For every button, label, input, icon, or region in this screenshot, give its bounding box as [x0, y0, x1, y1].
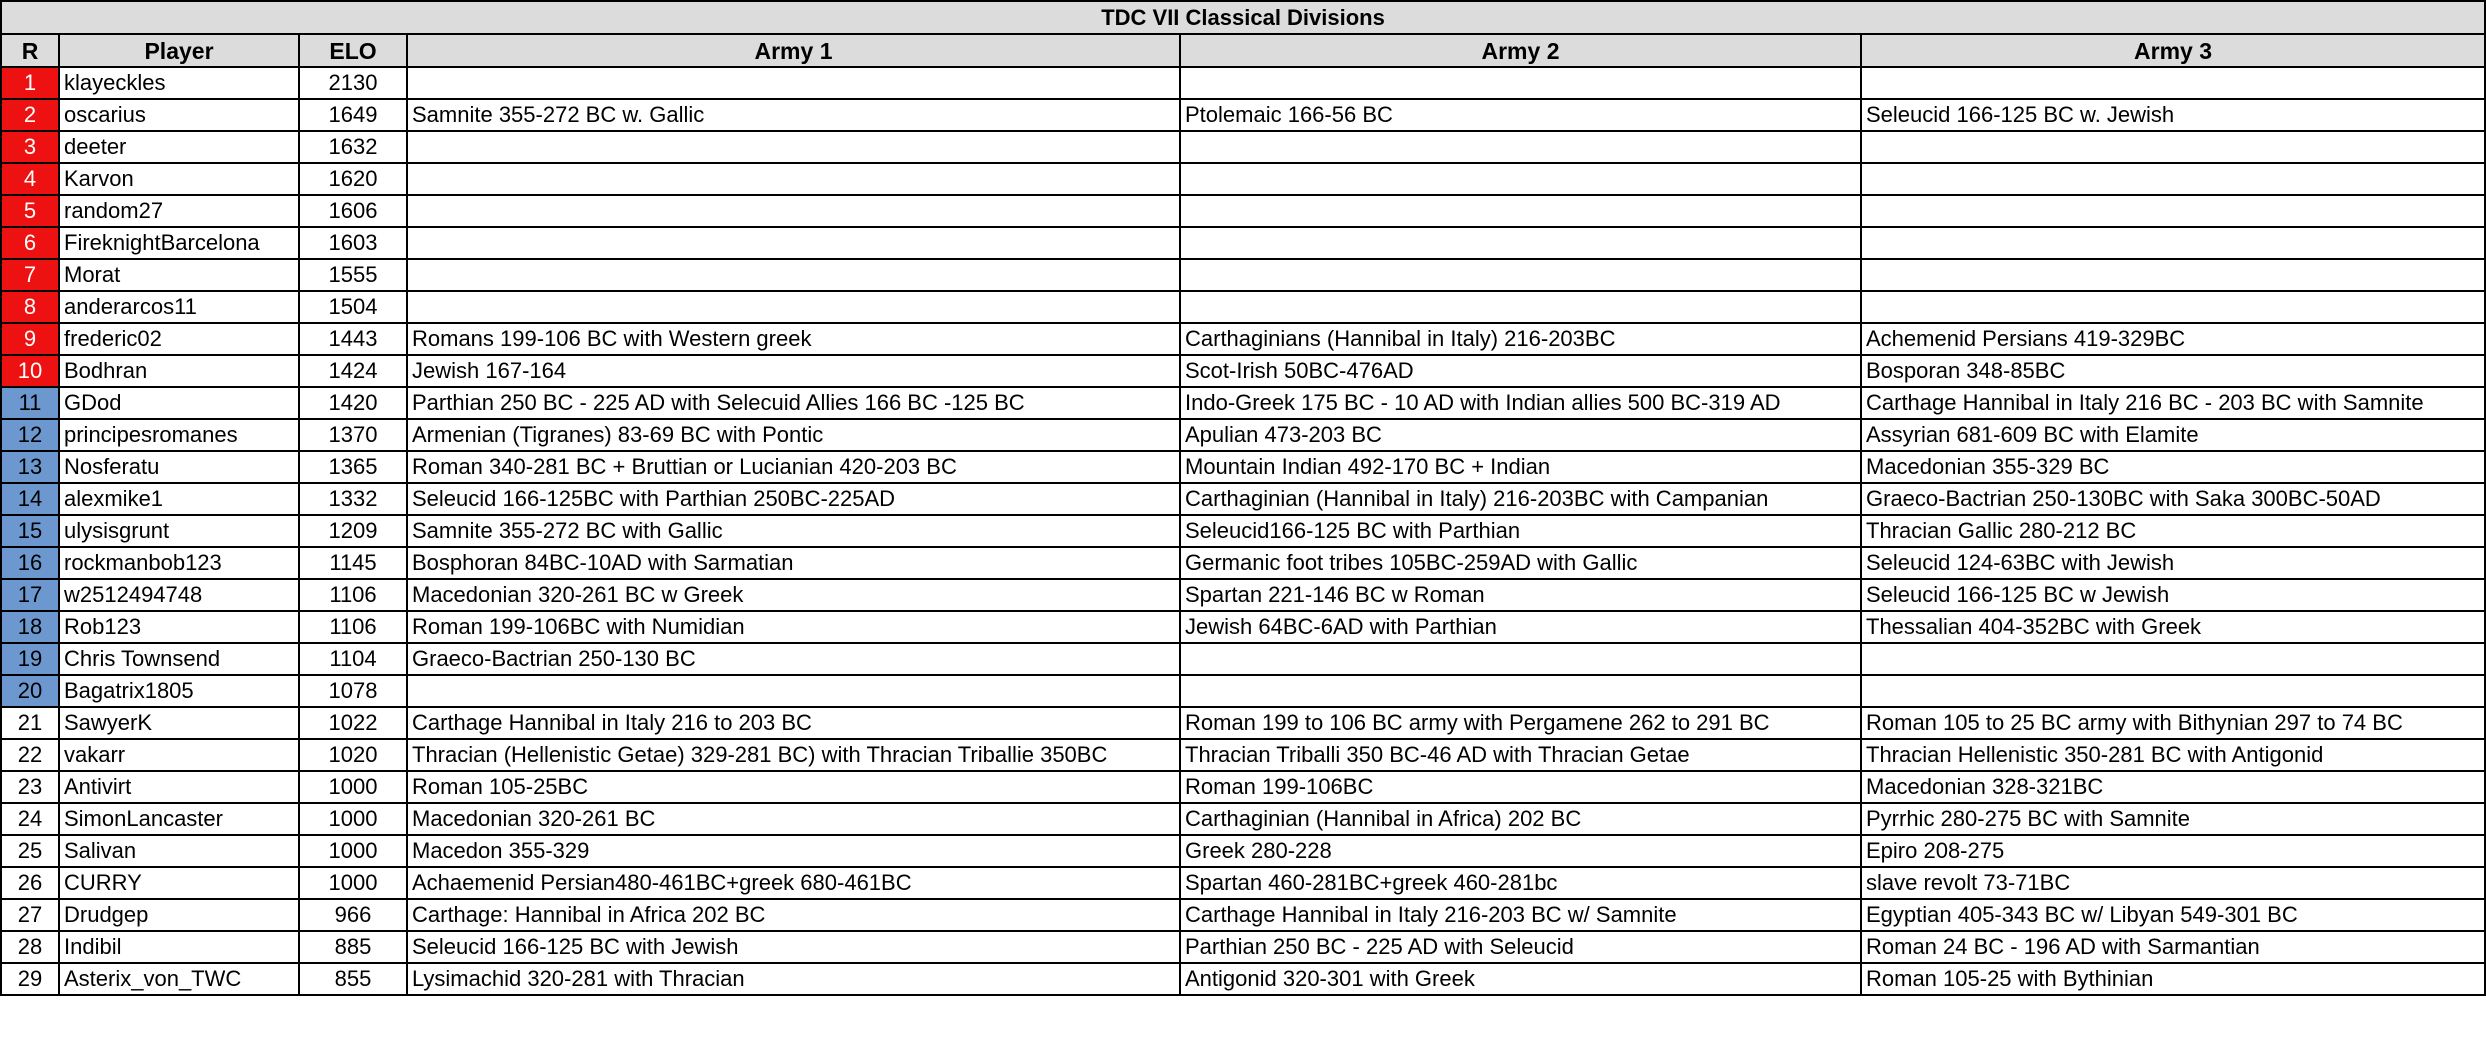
table-row	[1, 867, 2485, 899]
army-2-cell[interactable]: Jewish 64BC-6AD with Parthian	[1180, 611, 1861, 643]
player-cell[interactable]: anderarcos11	[59, 291, 299, 323]
army-3-cell[interactable]	[1861, 259, 2485, 291]
army-1-cell[interactable]: Achaemenid Persian480-461BC+greek 680-461BC	[407, 867, 1180, 899]
army-2-cell[interactable]	[1180, 67, 1861, 99]
elo-cell[interactable]: 1649	[299, 99, 407, 131]
army-2-cell[interactable]: Parthian 250 BC - 225 AD with Seleucid	[1180, 931, 1861, 963]
army-3-cell[interactable]	[1861, 163, 2485, 195]
elo-cell[interactable]: 1000	[299, 803, 407, 835]
table-row	[1, 419, 2485, 451]
header-rank[interactable]: R	[1, 34, 59, 67]
table-row	[1, 387, 2485, 419]
elo-cell[interactable]: 1000	[299, 867, 407, 899]
elo-cell[interactable]: 885	[299, 931, 407, 963]
elo-cell[interactable]: 1000	[299, 771, 407, 803]
player-cell[interactable]: alexmike1	[59, 483, 299, 515]
army-2-cell[interactable]: Carthaginian (Hannibal in Africa) 202 BC	[1180, 803, 1861, 835]
table-row	[1, 131, 2485, 163]
army-2-cell[interactable]: Seleucid166-125 BC with Parthian	[1180, 515, 1861, 547]
rank-cell[interactable]: 7	[1, 259, 59, 291]
header-army-3[interactable]: Army 3	[1861, 34, 2485, 67]
table-row	[1, 547, 2485, 579]
player-cell[interactable]: frederic02	[59, 323, 299, 355]
army-3-cell[interactable]: Egyptian 405-343 BC w/ Libyan 549-301 BC	[1861, 899, 2485, 931]
army-2-cell[interactable]: Spartan 221-146 BC w Roman	[1180, 579, 1861, 611]
elo-cell[interactable]: 1504	[299, 291, 407, 323]
army-2-cell[interactable]	[1180, 291, 1861, 323]
player-cell[interactable]: Antivirt	[59, 771, 299, 803]
table-body	[1, 67, 2485, 995]
table-row	[1, 899, 2485, 931]
rank-cell[interactable]: 23	[1, 771, 59, 803]
rank-cell[interactable]: 13	[1, 451, 59, 483]
army-1-cell[interactable]	[407, 291, 1180, 323]
rank-cell[interactable]: 11	[1, 387, 59, 419]
rank-cell[interactable]: 28	[1, 931, 59, 963]
elo-cell[interactable]: 1000	[299, 835, 407, 867]
army-2-cell[interactable]	[1180, 643, 1861, 675]
rank-cell[interactable]: 26	[1, 867, 59, 899]
elo-cell[interactable]: 1078	[299, 675, 407, 707]
rank-cell[interactable]: 4	[1, 163, 59, 195]
table-row	[1, 67, 2485, 99]
player-cell[interactable]: ulysisgrunt	[59, 515, 299, 547]
army-1-cell[interactable]: Roman 340-281 BC + Bruttian or Lucianian 420-203 BC	[407, 451, 1180, 483]
army-3-cell[interactable]: Seleucid 166-125 BC w. Jewish	[1861, 99, 2485, 131]
player-cell[interactable]: SawyerK	[59, 707, 299, 739]
army-3-cell[interactable]	[1861, 227, 2485, 259]
army-3-cell[interactable]	[1861, 195, 2485, 227]
army-3-cell[interactable]: Roman 105 to 25 BC army with Bithynian 297 to 74 BC	[1861, 707, 2485, 739]
army-3-cell[interactable]: Thessalian 404-352BC with Greek	[1861, 611, 2485, 643]
player-cell[interactable]: klayeckles	[59, 67, 299, 99]
army-2-cell[interactable]: Spartan 460-281BC+greek 460-281bc	[1180, 867, 1861, 899]
header-army-2[interactable]: Army 2	[1180, 34, 1861, 67]
elo-cell[interactable]: 1106	[299, 611, 407, 643]
army-3-cell[interactable]	[1861, 643, 2485, 675]
table-row	[1, 195, 2485, 227]
army-3-cell[interactable]: Seleucid 166-125 BC w Jewish	[1861, 579, 2485, 611]
elo-cell[interactable]: 1022	[299, 707, 407, 739]
army-2-cell[interactable]: Greek 280-228	[1180, 835, 1861, 867]
army-1-cell[interactable]: Macedonian 320-261 BC	[407, 803, 1180, 835]
army-1-cell[interactable]: Carthage Hannibal in Italy 216 to 203 BC	[407, 707, 1180, 739]
army-3-cell[interactable]: Macedonian 355-329 BC	[1861, 451, 2485, 483]
army-2-cell[interactable]	[1180, 675, 1861, 707]
army-1-cell[interactable]: Graeco-Bactrian 250-130 BC	[407, 643, 1180, 675]
rank-cell[interactable]: 15	[1, 515, 59, 547]
player-cell[interactable]: FireknightBarcelona	[59, 227, 299, 259]
army-1-cell[interactable]	[407, 195, 1180, 227]
army-2-cell[interactable]: Germanic foot tribes 105BC-259AD with Gallic	[1180, 547, 1861, 579]
elo-cell[interactable]: 1603	[299, 227, 407, 259]
player-cell[interactable]: rockmanbob123	[59, 547, 299, 579]
rank-cell[interactable]: 9	[1, 323, 59, 355]
player-cell[interactable]: Salivan	[59, 835, 299, 867]
rank-cell[interactable]: 10	[1, 355, 59, 387]
table-row	[1, 803, 2485, 835]
player-cell[interactable]: Bodhran	[59, 355, 299, 387]
army-3-cell[interactable]: Macedonian 328-321BC	[1861, 771, 2485, 803]
army-3-cell[interactable]: Thracian Gallic 280-212 BC	[1861, 515, 2485, 547]
army-2-cell[interactable]: Antigonid 320-301 with Greek	[1180, 963, 1861, 995]
elo-cell[interactable]: 1632	[299, 131, 407, 163]
rank-cell[interactable]: 22	[1, 739, 59, 771]
player-cell[interactable]: Indibil	[59, 931, 299, 963]
rank-cell[interactable]: 3	[1, 131, 59, 163]
army-3-cell[interactable]: Roman 24 BC - 196 AD with Sarmantian	[1861, 931, 2485, 963]
rank-cell[interactable]: 14	[1, 483, 59, 515]
table-row	[1, 643, 2485, 675]
sheet-title[interactable]: TDC VII Classical Divisions	[1, 1, 2485, 34]
player-cell[interactable]: deeter	[59, 131, 299, 163]
elo-cell[interactable]: 1020	[299, 739, 407, 771]
army-2-cell[interactable]: Roman 199 to 106 BC army with Pergamene 262 to 291 BC	[1180, 707, 1861, 739]
elo-cell[interactable]: 1104	[299, 643, 407, 675]
army-1-cell[interactable]: Seleucid 166-125 BC with Jewish	[407, 931, 1180, 963]
table-row	[1, 291, 2485, 323]
army-1-cell[interactable]: Carthage: Hannibal in Africa 202 BC	[407, 899, 1180, 931]
header-player[interactable]: Player	[59, 34, 299, 67]
elo-cell[interactable]: 1365	[299, 451, 407, 483]
table-row	[1, 227, 2485, 259]
table-row	[1, 355, 2485, 387]
rank-cell[interactable]: 12	[1, 419, 59, 451]
army-1-cell[interactable]: Macedon 355-329	[407, 835, 1180, 867]
table-row	[1, 483, 2485, 515]
army-3-cell[interactable]: Graeco-Bactrian 250-130BC with Saka 300BC-50AD	[1861, 483, 2485, 515]
rank-cell[interactable]: 1	[1, 67, 59, 99]
army-2-cell[interactable]: Carthage Hannibal in Italy 216-203 BC w/ Samnite	[1180, 899, 1861, 931]
rank-cell[interactable]: 17	[1, 579, 59, 611]
army-3-cell[interactable]: Pyrrhic 280-275 BC with Samnite	[1861, 803, 2485, 835]
rank-cell[interactable]: 20	[1, 675, 59, 707]
army-1-cell[interactable]: Thracian (Hellenistic Getae) 329-281 BC) with Thracian Triballie 350BC	[407, 739, 1180, 771]
rank-cell[interactable]: 5	[1, 195, 59, 227]
table-row	[1, 99, 2485, 131]
rank-cell[interactable]: 29	[1, 963, 59, 995]
elo-cell[interactable]: 1106	[299, 579, 407, 611]
army-3-cell[interactable]: slave revolt 73-71BC	[1861, 867, 2485, 899]
army-3-cell[interactable]: Carthage Hannibal in Italy 216 BC - 203 BC with Samnite	[1861, 387, 2485, 419]
army-3-cell[interactable]	[1861, 675, 2485, 707]
table-row	[1, 707, 2485, 739]
army-1-cell[interactable]: Macedonian 320-261 BC w Greek	[407, 579, 1180, 611]
player-cell[interactable]: random27	[59, 195, 299, 227]
army-2-cell[interactable]: Carthaginians (Hannibal in Italy) 216-203BC	[1180, 323, 1861, 355]
army-1-cell[interactable]	[407, 259, 1180, 291]
elo-cell[interactable]: 2130	[299, 67, 407, 99]
table-row	[1, 259, 2485, 291]
elo-cell[interactable]: 1606	[299, 195, 407, 227]
army-1-cell[interactable]: Lysimachid 320-281 with Thracian	[407, 963, 1180, 995]
rank-cell[interactable]: 27	[1, 899, 59, 931]
army-2-cell[interactable]: Indo-Greek 175 BC - 10 AD with Indian allies 500 BC-319 AD	[1180, 387, 1861, 419]
table-row	[1, 163, 2485, 195]
army-1-cell[interactable]: Armenian (Tigranes) 83-69 BC with Pontic	[407, 419, 1180, 451]
player-cell[interactable]: GDod	[59, 387, 299, 419]
rank-cell[interactable]: 24	[1, 803, 59, 835]
table-row	[1, 579, 2485, 611]
army-1-cell[interactable]: Romans 199-106 BC with Western greek	[407, 323, 1180, 355]
army-2-cell[interactable]	[1180, 195, 1861, 227]
table-row	[1, 675, 2485, 707]
table-row	[1, 835, 2485, 867]
army-2-cell[interactable]: Carthaginian (Hannibal in Italy) 216-203BC with Campanian	[1180, 483, 1861, 515]
army-2-cell[interactable]: Roman 199-106BC	[1180, 771, 1861, 803]
player-cell[interactable]: Rob123	[59, 611, 299, 643]
army-1-cell[interactable]	[407, 227, 1180, 259]
table-row	[1, 451, 2485, 483]
army-1-cell[interactable]: Roman 105-25BC	[407, 771, 1180, 803]
rank-cell[interactable]: 2	[1, 99, 59, 131]
elo-cell[interactable]: 855	[299, 963, 407, 995]
table-row	[1, 963, 2485, 995]
player-cell[interactable]: SimonLancaster	[59, 803, 299, 835]
army-3-cell[interactable]: Roman 105-25 with Bythinian	[1861, 963, 2485, 995]
army-2-cell[interactable]: Apulian 473-203 BC	[1180, 419, 1861, 451]
rank-cell[interactable]: 19	[1, 643, 59, 675]
player-cell[interactable]: Bagatrix1805	[59, 675, 299, 707]
table-row	[1, 771, 2485, 803]
army-1-cell[interactable]: Roman 199-106BC with Numidian	[407, 611, 1180, 643]
army-1-cell[interactable]: Parthian 250 BC - 225 AD with Selecuid Allies 166 BC -125 BC	[407, 387, 1180, 419]
table-row	[1, 611, 2485, 643]
army-1-cell[interactable]: Samnite 355-272 BC with Gallic	[407, 515, 1180, 547]
player-cell[interactable]: Nosferatu	[59, 451, 299, 483]
rank-cell[interactable]: 25	[1, 835, 59, 867]
army-1-cell[interactable]	[407, 163, 1180, 195]
elo-cell[interactable]: 1145	[299, 547, 407, 579]
army-2-cell[interactable]: Mountain Indian 492-170 BC + Indian	[1180, 451, 1861, 483]
player-cell[interactable]: Morat	[59, 259, 299, 291]
army-3-cell[interactable]	[1861, 131, 2485, 163]
army-1-cell[interactable]	[407, 67, 1180, 99]
army-3-cell[interactable]: Thracian Hellenistic 350-281 BC with Antigonid	[1861, 739, 2485, 771]
army-2-cell[interactable]	[1180, 163, 1861, 195]
player-cell[interactable]: oscarius	[59, 99, 299, 131]
player-cell[interactable]: w2512494748	[59, 579, 299, 611]
table-row	[1, 323, 2485, 355]
header-elo[interactable]: ELO	[299, 34, 407, 67]
army-2-cell[interactable]	[1180, 227, 1861, 259]
army-3-cell[interactable]: Seleucid 124-63BC with Jewish	[1861, 547, 2485, 579]
elo-cell[interactable]: 1209	[299, 515, 407, 547]
player-cell[interactable]: Asterix_von_TWC	[59, 963, 299, 995]
rank-cell[interactable]: 8	[1, 291, 59, 323]
table-row	[1, 739, 2485, 771]
army-2-cell[interactable]	[1180, 259, 1861, 291]
player-cell[interactable]: principesromanes	[59, 419, 299, 451]
elo-cell[interactable]: 966	[299, 899, 407, 931]
elo-cell[interactable]: 1443	[299, 323, 407, 355]
header-army-1[interactable]: Army 1	[407, 34, 1180, 67]
elo-cell[interactable]: 1555	[299, 259, 407, 291]
army-3-cell[interactable]: Assyrian 681-609 BC with Elamite	[1861, 419, 2485, 451]
player-cell[interactable]: vakarr	[59, 739, 299, 771]
army-3-cell[interactable]: Achemenid Persians 419-329BC	[1861, 323, 2485, 355]
elo-cell[interactable]: 1424	[299, 355, 407, 387]
army-1-cell[interactable]: Seleucid 166-125BC with Parthian 250BC-225AD	[407, 483, 1180, 515]
player-cell[interactable]: Drudgep	[59, 899, 299, 931]
army-1-cell[interactable]	[407, 675, 1180, 707]
elo-cell[interactable]: 1620	[299, 163, 407, 195]
rank-cell[interactable]: 16	[1, 547, 59, 579]
rank-cell[interactable]: 21	[1, 707, 59, 739]
player-cell[interactable]: CURRY	[59, 867, 299, 899]
player-cell[interactable]: Karvon	[59, 163, 299, 195]
rank-cell[interactable]: 18	[1, 611, 59, 643]
elo-cell[interactable]: 1420	[299, 387, 407, 419]
player-cell[interactable]: Chris Townsend	[59, 643, 299, 675]
army-2-cell[interactable]	[1180, 131, 1861, 163]
army-1-cell[interactable]	[407, 131, 1180, 163]
army-1-cell[interactable]: Bosphoran 84BC-10AD with Sarmatian	[407, 547, 1180, 579]
table-row	[1, 515, 2485, 547]
army-2-cell[interactable]: Ptolemaic 166-56 BC	[1180, 99, 1861, 131]
rank-cell[interactable]: 6	[1, 227, 59, 259]
army-2-cell[interactable]: Thracian Triballi 350 BC-46 AD with Thracian Getae	[1180, 739, 1861, 771]
army-3-cell[interactable]: Bosporan 348-85BC	[1861, 355, 2485, 387]
army-2-cell[interactable]: Scot-Irish 50BC-476AD	[1180, 355, 1861, 387]
elo-cell[interactable]: 1332	[299, 483, 407, 515]
army-1-cell[interactable]: Samnite 355-272 BC w. Gallic	[407, 99, 1180, 131]
army-1-cell[interactable]: Jewish 167-164	[407, 355, 1180, 387]
army-3-cell[interactable]	[1861, 291, 2485, 323]
table-row	[1, 931, 2485, 963]
elo-cell[interactable]: 1370	[299, 419, 407, 451]
army-3-cell[interactable]	[1861, 67, 2485, 99]
army-3-cell[interactable]: Epiro 208-275	[1861, 835, 2485, 867]
